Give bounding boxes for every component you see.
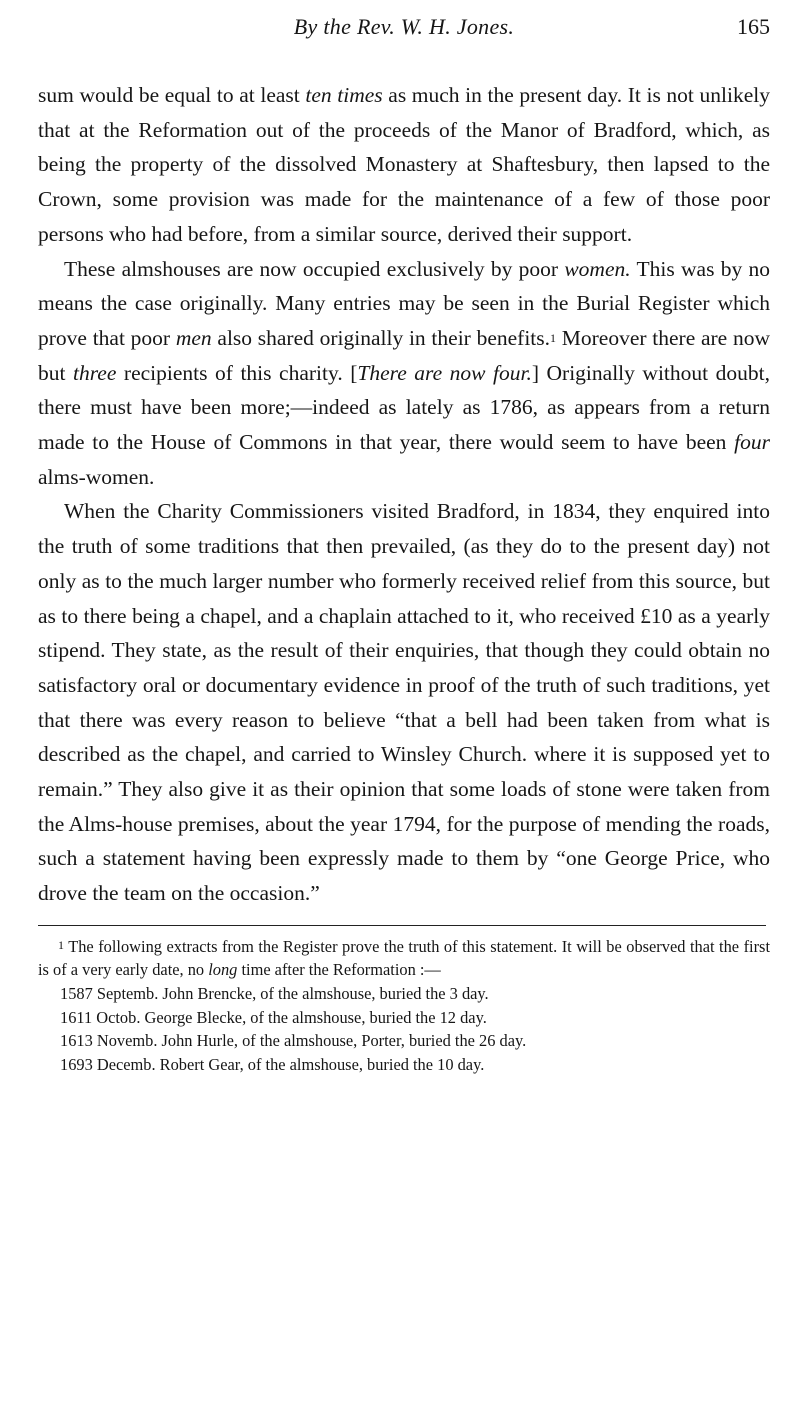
register-entry: 1613 Novemb. John Hurle, of the almshouse, Porter, buried the 26 day. xyxy=(60,1031,527,1051)
book-page xyxy=(38,12,770,1076)
italic-phrase: four xyxy=(734,430,770,455)
footnote-intro xyxy=(38,935,770,982)
main-text xyxy=(38,78,770,911)
italic-phrase: men xyxy=(175,325,212,350)
text-run: This was by no means the case originally. Many entries may be seen in the Burial Register which prove that poor xyxy=(38,256,770,350)
text-run: Moreover there are now but xyxy=(38,325,770,385)
italic-phrase: three xyxy=(73,360,117,385)
footnote-divider xyxy=(38,925,766,926)
paragraph-1 xyxy=(38,78,770,252)
running-title: By the Rev. W. H. Jones. xyxy=(293,14,515,39)
register-entry: 1587 Septemb. John Brencke, of the almshouse, buried the 3 day. xyxy=(60,984,489,1004)
text-run: time after the Reformation :— xyxy=(237,960,441,980)
italic-phrase: long xyxy=(208,960,238,980)
paragraph-3: When the Charity Commissioners visited Bradford, in 1834, they enquired into the truth of some traditions that then prevailed, (as they do to the present day) not only as to the much larger number who formerly received relief from this source, but as to there being a chapel, and a chaplain attached to it, who received £10 as a yearly stipend. They state, as the result of their enquiries, that though they could obtain no satisfactory oral or documentary evidence in proof of the truth of such traditions, yet that there was every reason to believe “that a bell had been taken from what is described as the chapel, and carried to Winsley Church. where it is supposed yet to remain.” They also give it as their opinion that some loads of stone were taken from the Alms-house premises, about the year 1794, for the purpose of mending the roads, such a statement having been expressly made to them by “one George Price, who drove the team on the occasion.” xyxy=(38,499,770,906)
text-run: as much in the present day. It is not unlikely that at the Reformation out of the proceeds of the Manor of Bradford, which, as being the property of the dissolved Monastery at Shaftesbury, then lapsed to the Crown, some provision was made for the maintenance of a few of those poor persons who had before, from a similar source, derived their support. xyxy=(38,83,770,246)
register-entry: 1693 Decemb. Robert Gear, of the almshouse, buried the 10 day. xyxy=(60,1054,485,1074)
footnote-reference: 1 xyxy=(550,330,557,345)
text-run: recipients of this charity. [ xyxy=(116,360,358,385)
footnote-marker: 1 xyxy=(58,937,64,952)
footnote xyxy=(38,935,770,1077)
text-run: alms-women. xyxy=(38,464,155,489)
paragraph-2 xyxy=(38,252,770,495)
text-run: sum would be equal to at least xyxy=(38,83,306,107)
italic-phrase: There are now four. xyxy=(357,360,532,385)
italic-phrase: ten times xyxy=(305,83,383,107)
text-run: also shared originally in their benefits. xyxy=(211,325,551,350)
page-header xyxy=(38,12,770,48)
text-run: ] Originally without doubt, there must have been more;—indeed as lately as 1786, as appears from a return made to the House of Commons in that year, there would seem to have been xyxy=(38,360,770,455)
text-run: These almshouses are now occupied exclusively by poor xyxy=(64,256,565,281)
text-run: The following extracts from the Register prove the truth of this statement. It will be observed that the first is of a very early date, no xyxy=(38,936,770,980)
register-entry: 1611 Octob. George Blecke, of the almshouse, buried the 12 day. xyxy=(60,1007,487,1027)
italic-phrase: women. xyxy=(564,256,631,281)
page-number: 165 xyxy=(737,14,770,39)
